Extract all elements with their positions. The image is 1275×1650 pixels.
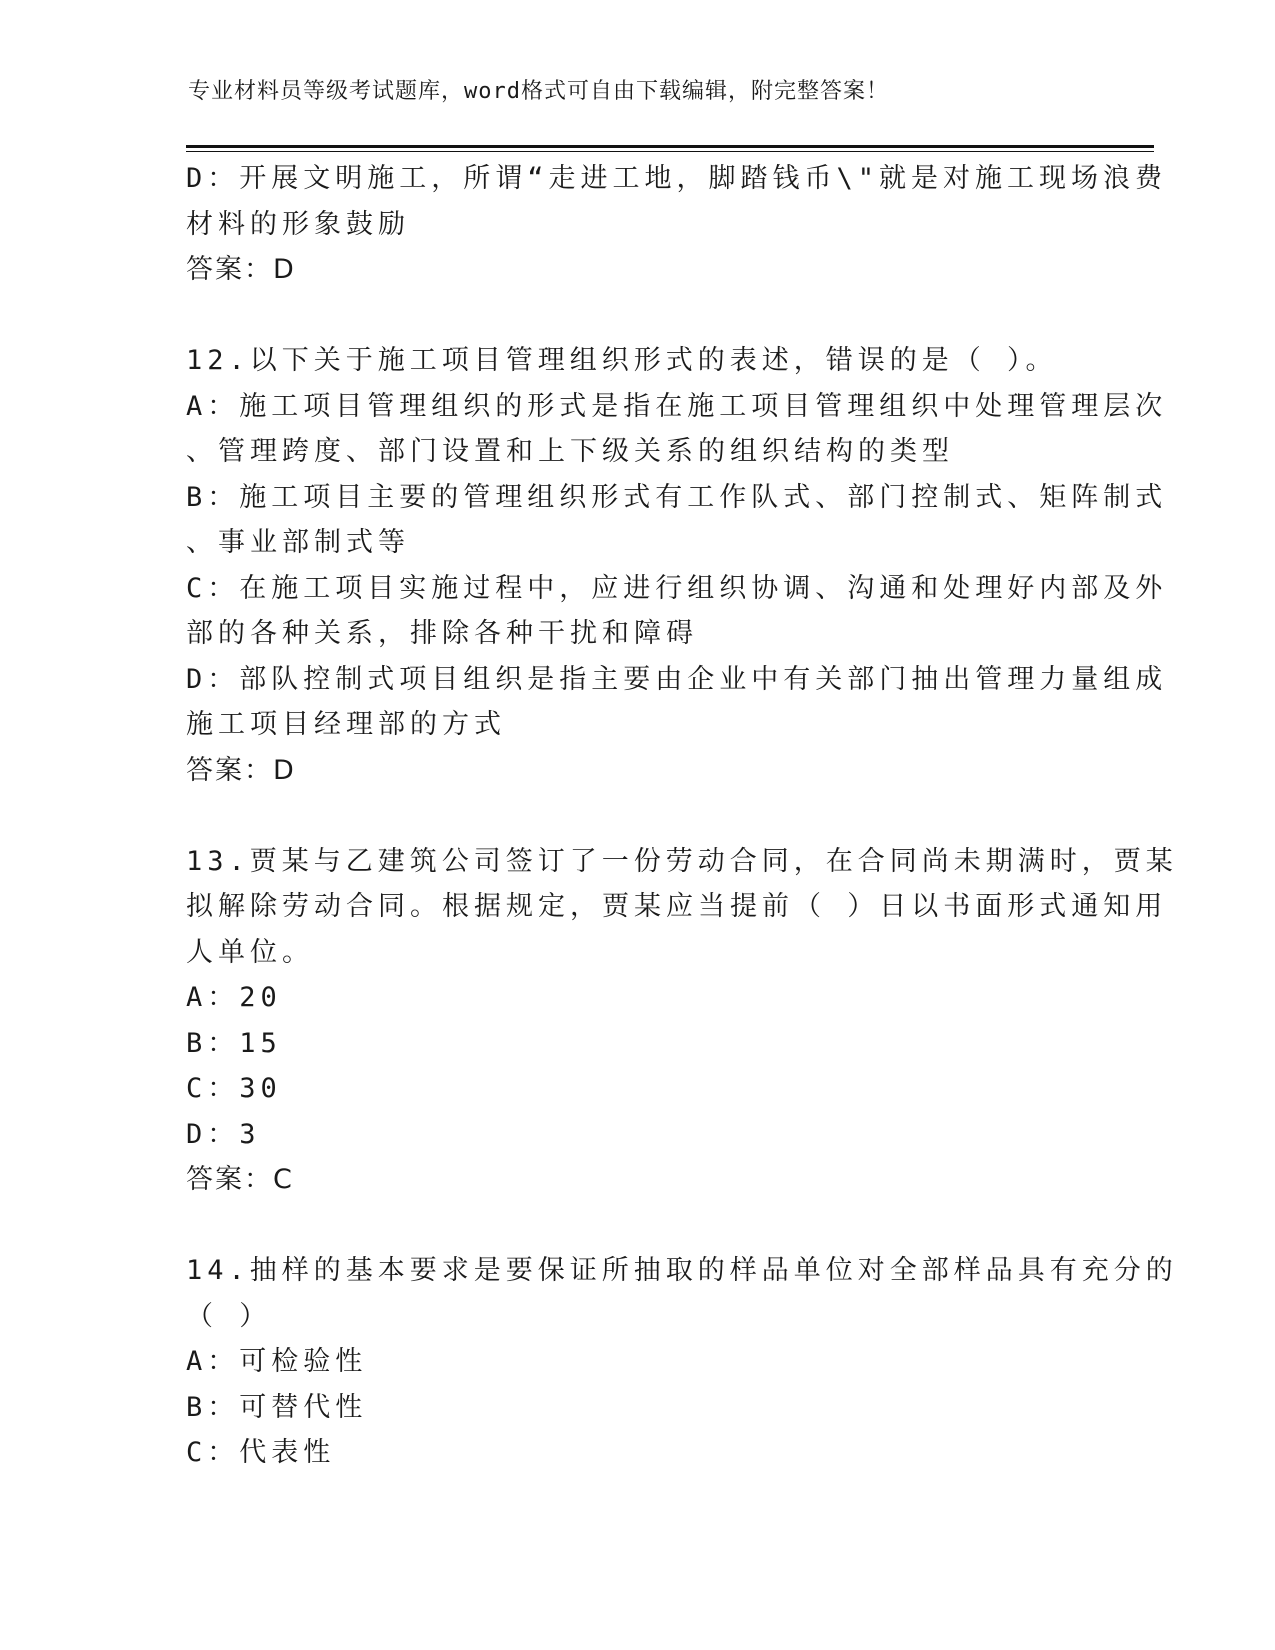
q12-option-a-line-1: A：施工项目管理组织的形式是指在施工项目管理组织中处理管理层次 [186, 390, 1168, 422]
q12-option-b-line-2: 、事业部制式等 [186, 527, 410, 558]
option-d-line-2: 材料的形象鼓励 [186, 208, 410, 240]
question-13-stem-line-2: 拟解除劳动合同。根据规定，贾某应当提前（ ）日以书面形式通知用 [186, 891, 1168, 922]
q14-option-a: A：可检验性 [186, 1346, 368, 1377]
page-header: 专业材料员等级考试题库，word格式可自由下载编辑，附完整答案！ [188, 79, 889, 104]
q14-option-c: C：代表性 [186, 1437, 336, 1468]
q13-option-c: C：30 [186, 1073, 282, 1104]
question-13-stem-line-1: 13.贾某与乙建筑公司签订了一份劳动合同，在合同尚未期满时，贾某 [186, 845, 1178, 877]
q12-answer: 答案：D [186, 754, 296, 786]
question-14-stem-line-1: 14.抽样的基本要求是要保证所抽取的样品单位对全部样品具有充分的 [186, 1255, 1178, 1286]
q12-option-b-line-1: B：施工项目主要的管理组织形式有工作队式、部门控制式、矩阵制式 [186, 481, 1168, 513]
q12-option-c-line-2: 部的各种关系，排除各种干扰和障碍 [186, 618, 698, 649]
question-13-stem-line-3: 人单位。 [186, 936, 314, 968]
page-content [186, 156, 1178, 1476]
spacer [186, 1203, 1086, 1249]
q12-option-a-line-2: 、管理跨度、部门设置和上下级关系的组织结构的类型 [186, 436, 954, 467]
header-rule-thin [186, 151, 1154, 152]
q12-option-c-line-1: C：在施工项目实施过程中，应进行组织协调、沟通和处理好内部及外 [186, 572, 1168, 604]
q12-option-d-line-2: 施工项目经理部的方式 [186, 709, 506, 740]
q13-option-a: A：20 [186, 982, 282, 1013]
answer-line: 答案：D [186, 254, 296, 285]
spacer [186, 293, 1086, 339]
q14-option-b: B：可替代性 [186, 1391, 368, 1423]
q13-option-d: D：3 [186, 1118, 261, 1150]
question-12-stem: 12.以下关于施工项目管理组织形式的表述，错误的是（ ）。 [186, 345, 1058, 376]
q13-answer: 答案：C [186, 1164, 294, 1195]
spacer [186, 793, 1086, 839]
header-rule-thick [186, 145, 1154, 148]
q13-option-b: B：15 [186, 1027, 282, 1059]
q12-option-d-line-1: D：部队控制式项目组织是指主要由企业中有关部门抽出管理力量组成 [186, 663, 1168, 695]
option-d-line-1: D：开展文明施工，所谓“走进工地，脚踏钱币\"就是对施工现场浪费 [186, 163, 1168, 194]
question-14-stem-line-2: （ ） [186, 1300, 272, 1332]
